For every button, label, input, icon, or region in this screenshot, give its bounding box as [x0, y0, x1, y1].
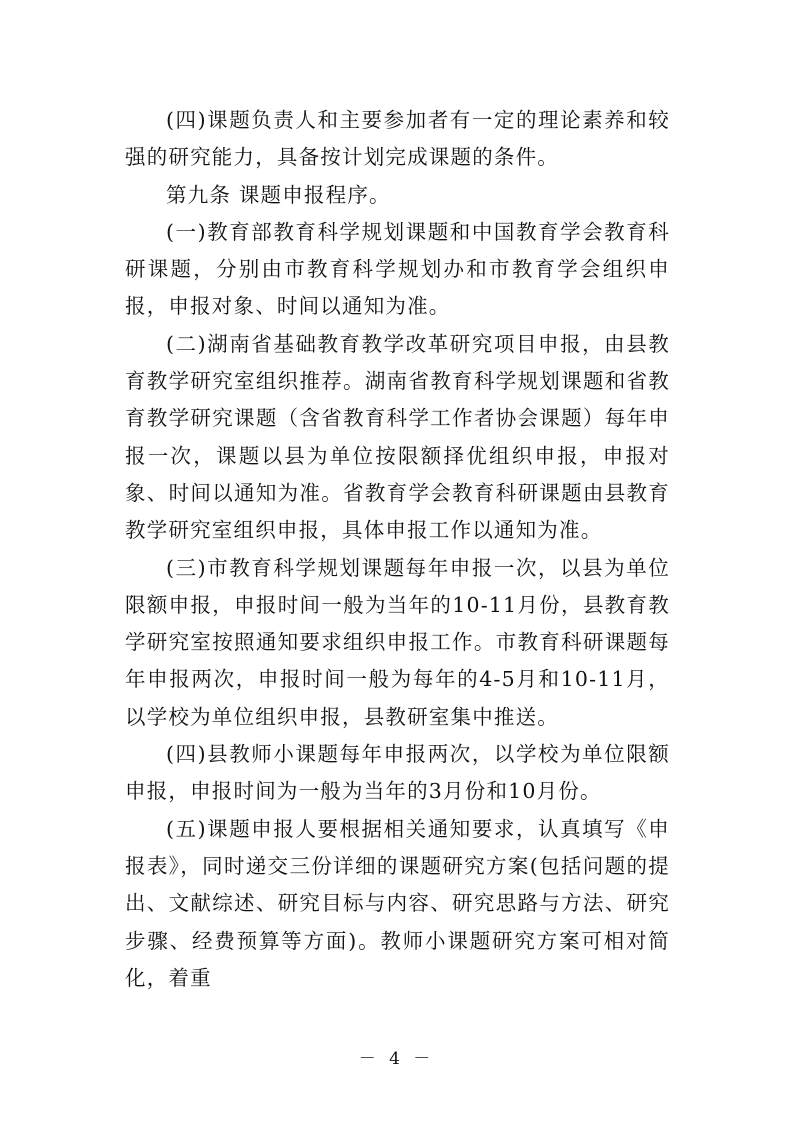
- paragraph-item-2-provincial: (二)湖南省基础教育教学改革研究项目申报，由县教育教学研究室组织推荐。湖南省教育科学规划课题和省教育教学研究课题（含省教育科学工作者协会课题）每年申报一次，课题以县为单位按限额择优组织申报，申报对象、时间以通知为准。省教育学会教育科研课题由县教育教学研究室组织申报，具体申报工作以通知为准。: [125, 331, 670, 543]
- document-body: [125, 102, 670, 997]
- page-number: － 4 －: [358, 1049, 435, 1069]
- paragraph-item-4-county: (四)县教师小课题每年申报两次，以学校为单位限额申报，申报时间为一般为当年的3月份和10月份。: [125, 742, 670, 804]
- paragraph-item-1-national: (一)教育部教育科学规划课题和中国教育学会教育科研课题，分别由市教育科学规划办和市教育学会组织申报，申报对象、时间以通知为准。: [125, 219, 670, 319]
- paragraph-item-4-qualification: (四)课题负责人和主要参加者有一定的理论素养和较强的研究能力，具备按计划完成课题的条件。: [125, 108, 670, 170]
- paragraph-item-5-application: (五)课题申报人要根据相关通知要求，认真填写《申报表》，同时递交三份详细的课题研究方案(包括问题的提出、文献综述、研究目标与内容、研究思路与方法、研究步骤、经费预算等方面)。教师小课题研究方案可相对简化，着重: [125, 816, 670, 990]
- paragraph-item-3-municipal: (三)市教育科学规划课题每年申报一次，以县为单位限额申报，申报时间一般为当年的10-11月份，县教育教学研究室按照通知要求组织申报工作。市教育科研课题每年申报两次，申报时间一般为每年的4-5月和10-11月，以学校为单位组织申报，县教研室集中推送。: [125, 555, 670, 729]
- article-9-heading: 第九条 课题申报程序。: [166, 182, 391, 207]
